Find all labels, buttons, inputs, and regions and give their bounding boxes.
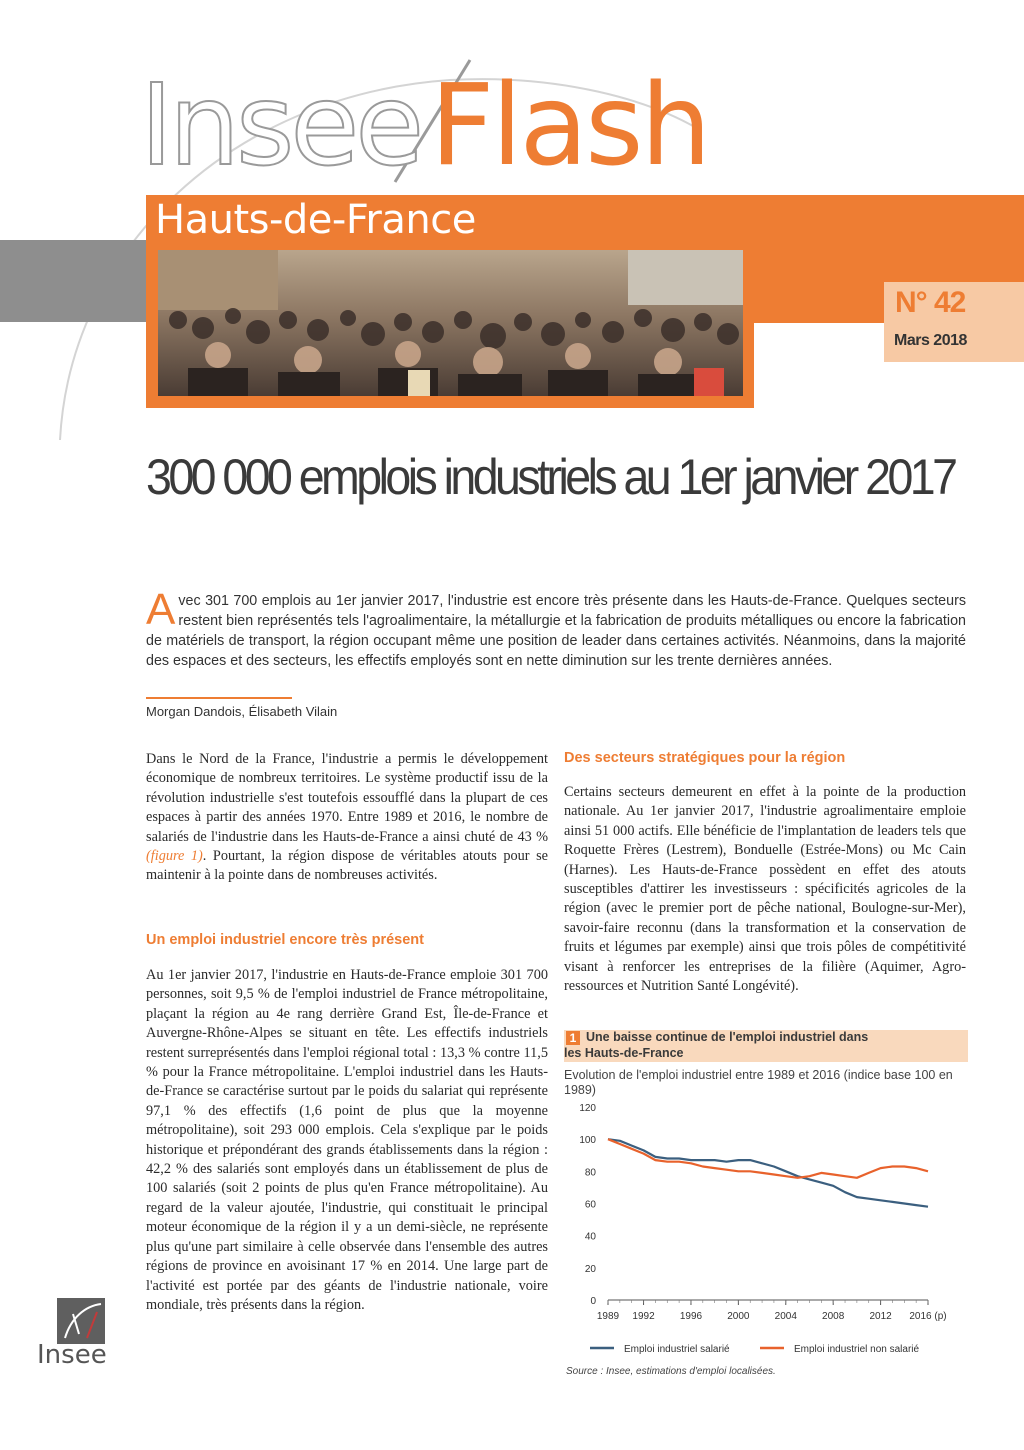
brand-insee: Insee <box>140 61 421 191</box>
insee-logo-text: Insee <box>37 1340 107 1370</box>
y-tick-label: 100 <box>579 1135 596 1147</box>
figure-reference-link[interactable]: (figure 1) <box>146 848 203 865</box>
crowd-photo <box>158 250 743 396</box>
intro-dropcap: A <box>146 585 176 634</box>
insee-logo-mark <box>57 1298 105 1344</box>
chart-series-group <box>608 1139 928 1207</box>
x-tick-label: 1989 <box>596 1311 620 1322</box>
intro-text: vec 301 700 emplois au 1er janvier 2017, l'industrie est encore très présente dans les Hauts-de-France. Quelques secteurs restent bien représentés tels l'agroalimentaire, la métallurgie et la fabrication de produits métalliques ou encore la fabrication de matériels de transport, la région occupant même une position de leader dans certaines activités. Néanmoins, dans la majorité des espaces et des secteurs, les effectifs employés sont en nette diminution sur les trente dernières années. <box>146 593 966 669</box>
x-tick-label: 1992 <box>632 1311 655 1322</box>
section-heading-secteurs: Des secteurs stratégiques pour la région <box>564 750 846 766</box>
authors: Morgan Dandois, Élisabeth Vilain <box>146 704 338 719</box>
col1-p2: Au 1er janvier 2017, l'industrie en Hauts-de-France emploie 301 700 personnes, soit 9,5 % de l'emploi industriel de France métropolitaine, plaçant la région au 4e rang derrière Grand Est, Île-de-France et Auvergne-Rhône-Alpes se situant en tête. Les effectifs industriels restent surreprésentés dans l'emploi régional total : 13,3 % contre 11,5 % pour la France métropolitaine. L'emploi industriel dans les Hauts-de-France se caractérise surtout par le poids du salariat qui représente 97,1 % des effectifs (1,6 point de plus que la moyenne métropolitaine), soit 293 000 emplois. Cela s'explique par le poids historique et prépondérant des grands établissements dans la région : 42,2 % des salariés sont employés dans un établissement de plus de 100 salariés (soit 2 points de plus qu'en France métropolitaine). Au regard de la valeur ajoutée, l'industrie, qui constituait le principal moteur économique de la région il y a un demi-siècle, ne représente plus qu'une part similaire à celle observée dans l'ensemble des autres régions de province en avoisinant 17 % en 2014. Une large part de l'activité est portée par des géants de l'industrie nationale, voire mondiale, très présents dans la région. <box>146 967 548 1313</box>
x-tick-label: 2000 <box>727 1311 750 1322</box>
col1-p1-a: Dans le Nord de la France, l'industrie a permis le développement économique de nombreux territoires. Le système productif issu de la révolution industrielle s'est toutefois essoufflé dans la plupart de ces espaces à partir des années 1970. Entre 1989 et 2016, le nombre de salariés de l'industrie dans les Hauts-de-France a ainsi chuté de 43 % <box>146 751 548 845</box>
x-tick-label: 2016 (p) <box>909 1311 947 1322</box>
col2-p1: Certains secteurs demeurent en effet à la pointe de la production nationale. Au 1er janvier 2017, l'industrie agroalimentaire emploie ainsi 51 000 actifs. Elle bénéficie de l'implantation de leaders tels que Roquette Frères (Lestrem), Bonduelle (Estrée-Mons) ou Mc Cain (Harnes). Les Hauts-de-France possèdent en effet des atouts susceptibles d'attirer les investisseurs : spécificités agricoles de la région (avec le premier port de pêche national, Boulogne-sur-Mer), savoir-faire reconnu (dans la transformation et la conservation de fruits et légumes par exemple) ainsi que trois pôles de compétitivité visant à renforcer les entreprises de la filière (Aquimer, Agro-ressources et Nutrition Santé Longévité). <box>564 784 966 995</box>
column-left-intro <box>146 750 548 886</box>
series-line-non-salarie <box>608 1139 928 1178</box>
y-tick-label: 120 <box>579 1103 596 1114</box>
intro-divider <box>146 697 292 699</box>
column-right-body <box>564 783 966 996</box>
figure-number: 1 <box>566 1031 580 1045</box>
brand-flash: Flash <box>430 61 709 191</box>
y-tick-label: 20 <box>584 1263 596 1275</box>
figure-title-line1: Une baisse continue de l'emploi industriel dans <box>586 1030 869 1044</box>
chart-legend <box>590 1344 920 1355</box>
legend-label: Emploi industriel salarié <box>624 1344 730 1355</box>
issue-date: Mars 2018 <box>894 332 967 349</box>
section-heading-emploi: Un emploi industriel encore très présent <box>146 932 424 948</box>
issue-number: N° 42 <box>895 286 966 319</box>
figure-source: Source : Insee, estimations d'emploi localisées. <box>566 1366 776 1377</box>
employment-line-chart <box>560 1098 970 1388</box>
figure-title-line2: les Hauts-de-France <box>564 1046 684 1060</box>
col1-p1-b: . Pourtant, la région dispose de véritables atouts pour se maintenir à la pointe dans de nombreuses activités. <box>146 848 548 884</box>
y-tick-label: 80 <box>584 1167 596 1179</box>
x-tick-label: 2004 <box>774 1311 797 1322</box>
x-tick-label: 1996 <box>679 1311 703 1322</box>
y-tick-label: 60 <box>584 1199 596 1211</box>
page-title: 300 000 emplois industriels au 1er janvier 2017 <box>146 449 955 505</box>
figure-subtitle: Evolution de l'emploi industriel entre 1989 et 2016 (indice base 100 en 1989) <box>564 1068 953 1097</box>
region-label: Hauts-de-France <box>155 197 476 243</box>
chart-axes <box>579 1103 946 1322</box>
x-tick-label: 2008 <box>822 1311 845 1322</box>
x-tick-label: 2012 <box>869 1311 892 1322</box>
y-tick-label: 0 <box>590 1296 596 1307</box>
intro-paragraph <box>146 585 966 671</box>
legend-label: Emploi industriel non salarié <box>794 1344 920 1355</box>
column-left-body <box>146 966 548 1315</box>
y-tick-label: 40 <box>584 1231 596 1243</box>
